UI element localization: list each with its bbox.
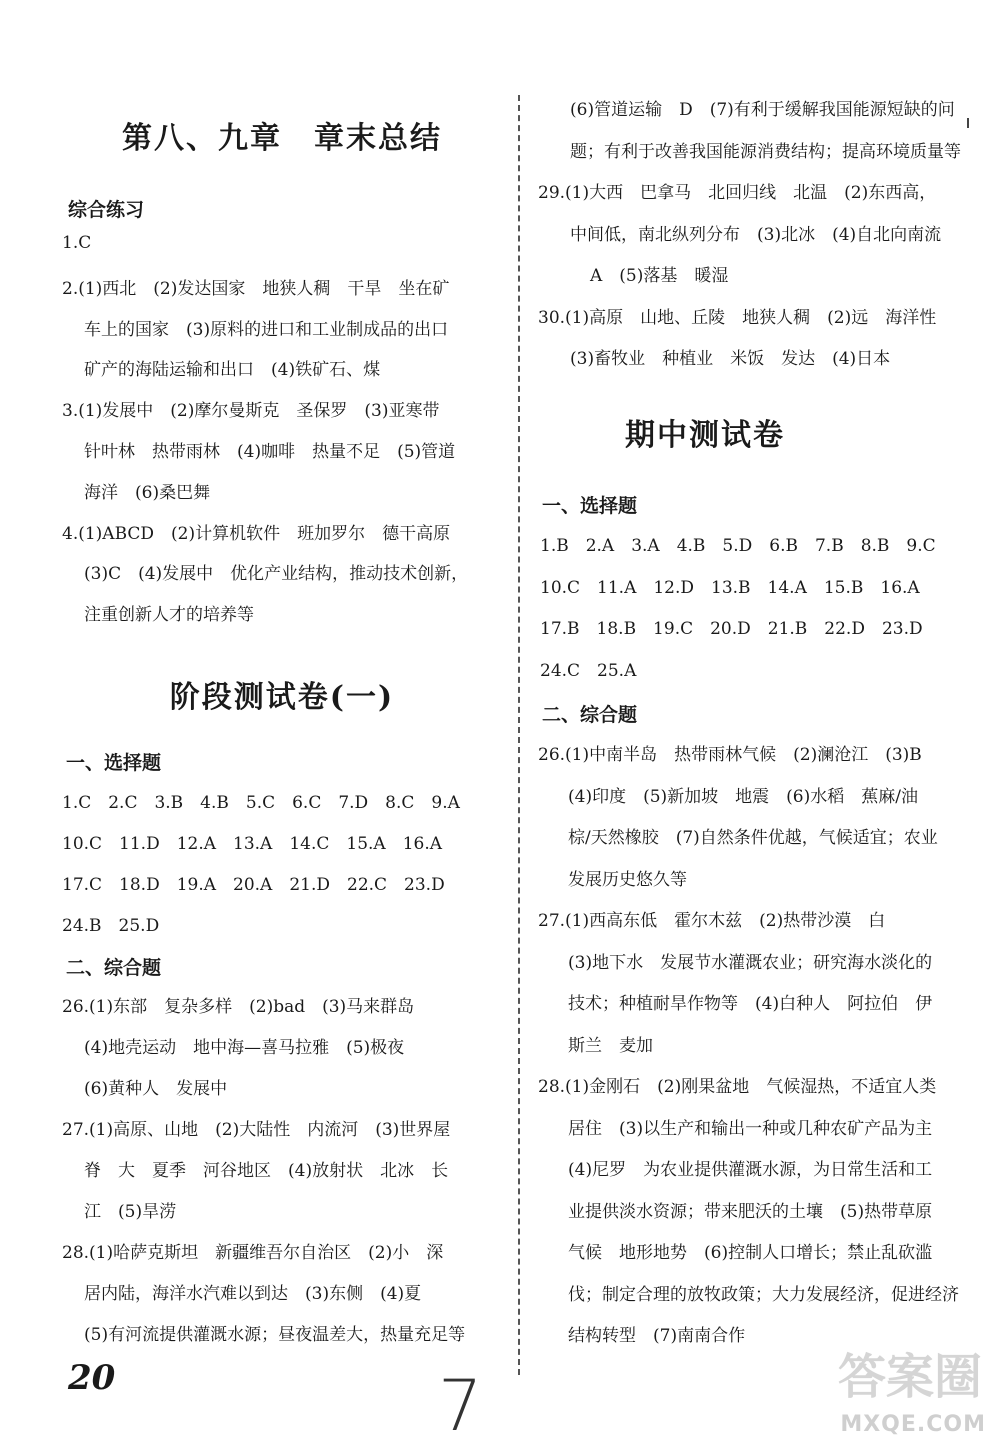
answer-line: 海洋 (6)桑巴舞 bbox=[84, 482, 211, 503]
answer-line: 30.(1)高原 山地、丘陵 地狭人稠 (2)远 海洋性 bbox=[538, 307, 937, 328]
answer-line: 居住 (3)以生产和输出一种或几种农矿产品为主 bbox=[568, 1118, 933, 1139]
answer-line: 业提供淡水资源；带来肥沃的土壤 (5)热带草原 bbox=[568, 1201, 933, 1222]
answer-line: 1.B 2.A 3.A 4.B 5.D 6.B 7.B 8.B 9.C bbox=[540, 536, 936, 556]
answer-line: 28.(1)哈萨克斯坦 新疆维吾尔自治区 (2)小 深 bbox=[62, 1243, 444, 1263]
answer-line: (4)尼罗 为农业提供灌溉水源，为日常生活和工 bbox=[568, 1160, 933, 1180]
answer-line: (5)有河流提供灌溉水源；昼夜温差大，热量充足等 bbox=[84, 1325, 466, 1345]
answer-line: 结构转型 (7)南南合作 bbox=[568, 1326, 746, 1346]
answer-line: 2.(1)西北 (2)发达国家 地狭人稠 干旱 坐在矿 bbox=[62, 278, 450, 299]
answer-line: 24.B 25.D bbox=[62, 916, 160, 936]
section-heading-comprehensive: 二、综合题 bbox=[542, 704, 638, 726]
answer-line: 题；有利于改善我国能源消费结构；提高环境质量等 bbox=[570, 141, 961, 162]
handwritten-mark: 7 bbox=[438, 1365, 483, 1447]
answer-line: 脊 大 夏季 河谷地区 (4)放射状 北冰 长 bbox=[84, 1161, 449, 1181]
answer-line: 1.C bbox=[62, 233, 92, 253]
answer-line: (3)畜牧业 种植业 米饭 发达 (4)日本 bbox=[570, 349, 891, 369]
answer-line: 棕/天然橡胶 (7)自然条件优越，气候适宜；农业 bbox=[568, 828, 938, 848]
column-divider bbox=[518, 95, 520, 1375]
watermark-url: MXQE.COM bbox=[840, 1412, 986, 1437]
answer-line: 矿产的海陆运输和出口 (4)铁矿石、煤 bbox=[84, 360, 381, 381]
answer-line: 气候 地形地势 (6)控制人口增长；禁止乱砍滥 bbox=[568, 1243, 933, 1263]
stage-test-title: 阶段测试卷(一) bbox=[169, 680, 395, 715]
section-heading-practice: 综合练习 bbox=[68, 199, 145, 221]
chapter-summary-title: 第八、九章 章末总结 bbox=[122, 121, 442, 156]
answer-line: 24.C 25.A bbox=[540, 660, 637, 681]
answer-line: 居内陆，海洋水汽难以到达 (3)东侧 (4)夏 bbox=[84, 1284, 422, 1304]
answer-line: 车上的国家 (3)原料的进口和工业制成品的出口 bbox=[84, 319, 449, 340]
answer-line: 29.(1)大西 巴拿马 北回归线 北温 (2)东西高， bbox=[538, 183, 937, 203]
answer-line: 伐；制定合理的放牧政策；大力发展经济，促进经济 bbox=[568, 1284, 959, 1305]
answer-line: 10.C 11.A 12.D 13.B 14.A 15.B 16.A bbox=[540, 577, 920, 598]
answer-line: 17.B 18.B 19.C 20.D 21.B 22.D 23.D bbox=[540, 619, 923, 639]
answer-line: 27.(1)西高东低 霍尔木兹 (2)热带沙漠 白 bbox=[538, 911, 886, 931]
answer-line: (6)黄种人 发展中 bbox=[84, 1079, 228, 1099]
answer-line: 10.C 11.D 12.A 13.A 14.C 15.A 16.A bbox=[62, 834, 443, 854]
answer-line: (4)印度 (5)新加坡 地震 (6)水稻 蕉麻/油 bbox=[568, 786, 918, 807]
answer-line: 斯兰 麦加 bbox=[568, 1035, 653, 1056]
answer-line: 17.C 18.D 19.A 20.A 21.D 22.C 23.D bbox=[62, 875, 445, 895]
answer-line: 28.(1)金刚石 (2)刚果盆地 气候湿热，不适宜人类 bbox=[538, 1077, 937, 1097]
answer-line: 3.(1)发展中 (2)摩尔曼斯克 圣保罗 (3)亚寒带 bbox=[62, 401, 440, 422]
section-heading-choice: 一、选择题 bbox=[66, 752, 162, 774]
answer-line: 26.(1)中南半岛 热带雨林气候 (2)澜沧江 (3)B bbox=[538, 745, 922, 765]
answer-line: (6)管道运输 D (7)有利于缓解我国能源短缺的问 bbox=[570, 100, 955, 120]
midterm-test-title: 期中测试卷 bbox=[625, 418, 785, 453]
answer-line: 中间低，南北纵列分布 (3)北冰 (4)自北向南流 bbox=[570, 224, 942, 245]
section-heading-choice: 一、选择题 bbox=[542, 495, 638, 517]
watermark bbox=[760, 1337, 1000, 1447]
answer-line: 1.C 2.C 3.B 4.B 5.C 6.C 7.D 8.C 9.A bbox=[62, 793, 460, 813]
answer-line: 技术；种植耐旱作物等 (4)白种人 阿拉伯 伊 bbox=[568, 994, 933, 1014]
answer-line: 4.(1)ABCD (2)计算机软件 班加罗尔 德干高原 bbox=[62, 523, 451, 544]
answer-line: 26.(1)东部 复杂多样 (2)bad (3)马来群岛 bbox=[62, 997, 415, 1017]
section-heading-comprehensive: 二、综合题 bbox=[66, 957, 162, 979]
page-number: 20 bbox=[68, 1358, 116, 1398]
answer-line: A (5)落基 暖湿 bbox=[590, 266, 729, 286]
answer-line: 江 (5)旱涝 bbox=[84, 1202, 177, 1222]
answer-line: (3)地下水 发展节水灌溉农业；研究海水淡化的 bbox=[568, 952, 933, 973]
corner-mark bbox=[967, 118, 979, 128]
answer-line: (3)C (4)发展中 优化产业结构，推动技术创新， bbox=[84, 564, 469, 585]
answer-line: 针叶林 热带雨林 (4)咖啡 热量不足 (5)管道 bbox=[84, 442, 456, 462]
answer-line: 27.(1)高原、山地 (2)大陆性 内流河 (3)世界屋 bbox=[62, 1120, 451, 1140]
answer-line: 注重创新人才的培养等 bbox=[84, 605, 254, 626]
answer-line: (4)地壳运动 地中海—喜马拉雅 (5)极夜 bbox=[84, 1038, 405, 1058]
answer-line: 发展历史悠久等 bbox=[568, 869, 687, 890]
watermark-logo: 答案圈 bbox=[837, 1349, 982, 1405]
